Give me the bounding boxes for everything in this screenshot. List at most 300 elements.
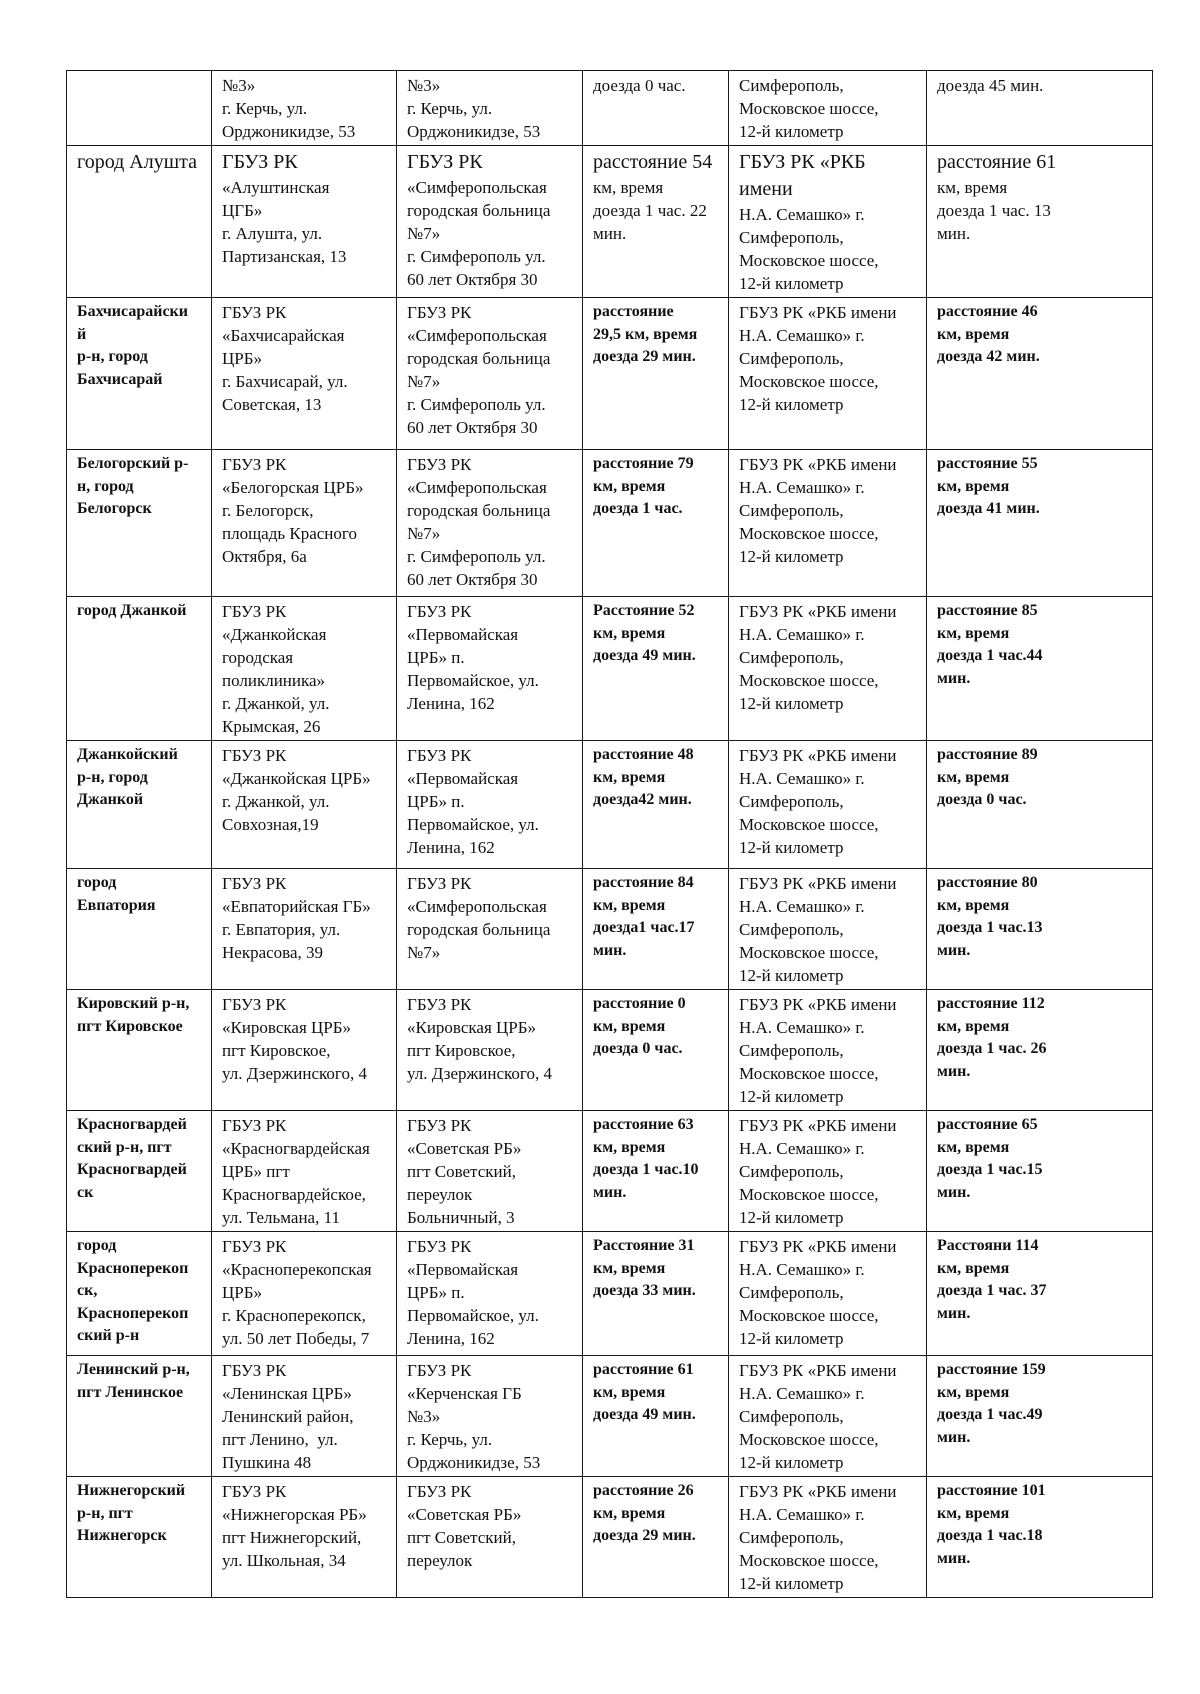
cell-text-line: ул. Дзержинского, 4	[222, 1064, 367, 1083]
cell-text-line: доезда 1 час.18	[937, 1527, 1043, 1544]
cell-text-line: ГБУЗ РК	[222, 746, 287, 765]
cell-text-line: «Нижнегорская РБ»	[222, 1505, 367, 1524]
cell-text-line: Московское шоссе,	[739, 251, 879, 270]
cell-text-line: 12-й километр	[739, 395, 844, 414]
cell-text-line: н, город	[77, 477, 134, 495]
cell-text-line: мин.	[593, 224, 627, 243]
district-cell	[67, 1477, 212, 1598]
distance-to-tertiary-cell	[927, 741, 1153, 869]
cell-text-line: доезда 0 час.	[937, 791, 1027, 808]
cell-text-line: Н.А. Семашко» г.	[739, 205, 865, 224]
cell-text-line: Красноперекоп	[77, 1304, 189, 1322]
cell-text-line: ул. 50 лет Победы, 7	[222, 1329, 370, 1348]
cell-text-line: й	[77, 325, 87, 343]
cell-text-line: переулок	[407, 1551, 473, 1570]
table-row	[67, 1111, 1153, 1232]
tertiary-hospital-cell	[729, 1232, 927, 1356]
cell-text-line: Московское шоссе,	[739, 1551, 879, 1570]
cell-text-line: мин.	[937, 941, 971, 959]
cell-text-line: г. Симферополь ул.	[407, 247, 546, 266]
cell-text-line: №3»	[407, 1407, 441, 1426]
cell-text-line: Н.А. Семашко» г.	[739, 625, 865, 644]
cell-text-line: мин.	[937, 1304, 971, 1322]
cell-text-line: Московское шоссе,	[739, 1430, 879, 1449]
cell-text-line: ГБУЗ РК	[222, 303, 287, 322]
cell-text-line: 12-й километр	[739, 547, 844, 566]
cell-text-line: доезда 1 час.49	[937, 1406, 1043, 1423]
distance-to-secondary-cell	[583, 597, 729, 741]
primary-hospital-cell	[212, 741, 397, 869]
cell-text-line: км, время	[937, 768, 1010, 786]
cell-text-line: «Первомайская	[407, 769, 519, 788]
cell-text-line: Московское шоссе,	[739, 99, 879, 118]
cell-text-line: поликлиника»	[222, 671, 326, 690]
hospital-routing-table	[66, 70, 1153, 1598]
cell-text-line: км, время	[937, 1504, 1010, 1522]
cell-text-line: ГБУЗ РК	[407, 151, 483, 173]
cell-text-line: Пушкина 48	[222, 1453, 312, 1472]
cell-text-line: доезда 33 мин.	[593, 1282, 696, 1299]
cell-text-line: Н.А. Семашко» г.	[739, 1018, 865, 1037]
cell-text-line: доезда 1 час.10	[593, 1161, 699, 1178]
table-row	[67, 869, 1153, 990]
cell-text-line: расстояние 80	[937, 874, 1038, 891]
cell-text-line: расстояние	[593, 303, 674, 320]
cell-text-line: Крымская, 26	[222, 717, 321, 736]
secondary-hospital-cell	[397, 1356, 583, 1477]
cell-text-line: Первомайское, ул.	[407, 671, 539, 690]
cell-text-line: км, время	[937, 1138, 1010, 1156]
cell-text-line: «Симферопольская	[407, 326, 547, 345]
cell-text-line: расстояние 46	[937, 303, 1038, 320]
cell-text-line: мин.	[593, 1183, 627, 1201]
cell-text-line: доезда1 час.17	[593, 919, 695, 936]
cell-text-line: 12-й километр	[739, 1208, 844, 1227]
cell-text-line: ГБУЗ РК	[222, 455, 287, 474]
cell-text-line: пгт Нижнегорский,	[222, 1528, 362, 1547]
primary-hospital-cell	[212, 990, 397, 1111]
cell-text-line: г. Джанкой, ул.	[222, 792, 330, 811]
cell-text-line: Н.А. Семашко» г.	[739, 769, 865, 788]
cell-text-line: №7»	[407, 372, 441, 391]
district-cell	[67, 597, 212, 741]
cell-text-line: г. Симферополь ул.	[407, 395, 546, 414]
cell-text-line: ГБУЗ РК	[407, 746, 472, 765]
cell-text-line: г. Джанкой, ул.	[222, 694, 330, 713]
cell-text-line: расстояние 0	[593, 995, 686, 1012]
cell-text-line: 60 лет Октября 30	[407, 270, 538, 289]
distance-to-secondary-cell	[583, 1111, 729, 1232]
cell-text-line: Кировский р-н,	[77, 995, 190, 1012]
cell-text-line: Нижнегорск	[77, 1527, 167, 1544]
cell-text-line: ГБУЗ РК «РКБ имени	[739, 1361, 897, 1380]
cell-text-line: доезда 49 мин.	[593, 647, 696, 664]
cell-text-line: км, время	[937, 178, 1008, 197]
cell-text-line: ГБУЗ РК	[222, 1237, 287, 1256]
cell-text-line: км, время	[593, 1259, 666, 1277]
cell-text-line: «Советская РБ»	[407, 1505, 522, 1524]
table-row	[67, 1232, 1153, 1356]
cell-text-line: Симферополь,	[739, 1407, 844, 1426]
cell-text-line: «Алуштинская	[222, 178, 330, 197]
cell-text-line: ГБУЗ РК	[222, 874, 287, 893]
cell-text-line: «Кировская ЦРБ»	[222, 1018, 352, 1037]
cell-text-line: ЦРБ» п.	[407, 792, 465, 811]
cell-text-line: ГБУЗ РК	[407, 1361, 472, 1380]
cell-text-line: ГБУЗ РК	[407, 602, 472, 621]
cell-text-line: мин.	[593, 941, 627, 959]
cell-text-line: «Первомайская	[407, 625, 519, 644]
cell-text-line: Красноперекоп	[77, 1259, 189, 1277]
cell-text-line: Московское шоссе,	[739, 815, 879, 834]
cell-text-line: №7»	[407, 224, 441, 243]
cell-text-line: Расстояние 52	[593, 602, 695, 619]
cell-text-line: «Первомайская	[407, 1260, 519, 1279]
table-row	[67, 597, 1153, 741]
cell-text-line: Симферополь,	[739, 1041, 844, 1060]
cell-text-line: Ленинский р-н,	[77, 1361, 190, 1378]
cell-text-line: р-н, пгт	[77, 1504, 133, 1522]
cell-text-line: ГБУЗ РК	[222, 1482, 287, 1501]
cell-text-line: км, время	[593, 1138, 666, 1156]
cell-text-line: мин.	[937, 1062, 971, 1080]
cell-text-line: «Джанкойская ЦРБ»	[222, 769, 371, 788]
distance-to-tertiary-cell	[927, 1356, 1153, 1477]
cell-text-line: ский р-н	[77, 1327, 140, 1344]
cell-text-line: городская больница	[407, 920, 551, 939]
cell-text-line: ск	[77, 1183, 94, 1201]
cell-text-line: г. Бахчисарай, ул.	[222, 372, 348, 391]
cell-text-line: ЦРБ» п.	[407, 1283, 465, 1302]
cell-text-line: расстояние 79	[593, 455, 694, 472]
table-row	[67, 71, 1153, 146]
cell-text-line: доезда 49 мин.	[593, 1406, 696, 1423]
distance-to-tertiary-cell	[927, 597, 1153, 741]
table-row	[67, 1356, 1153, 1477]
tertiary-hospital-cell	[729, 741, 927, 869]
cell-text-line: г. Белогорск,	[222, 501, 314, 520]
cell-text-line: Орджоникидзе, 53	[407, 1453, 541, 1472]
cell-text-line: Партизанская, 13	[222, 247, 347, 266]
cell-text-line: ГБУЗ РК	[407, 303, 472, 322]
cell-text-line: мин.	[937, 1549, 971, 1567]
cell-text-line: пгт Кировское,	[222, 1041, 331, 1060]
tertiary-hospital-cell	[729, 298, 927, 450]
cell-text-line: №7»	[407, 943, 441, 962]
cell-text-line: «Симферопольская	[407, 478, 547, 497]
cell-text-line: расстояние 85	[937, 602, 1038, 619]
cell-text-line: пгт Кировское	[77, 1017, 183, 1035]
tertiary-hospital-cell	[729, 990, 927, 1111]
cell-text-line: мин.	[937, 1183, 971, 1201]
secondary-hospital-cell	[397, 1477, 583, 1598]
cell-text-line: Джанкой	[77, 791, 144, 808]
cell-text-line: расстояние 26	[593, 1482, 694, 1499]
cell-text-line: Ленинский район,	[222, 1407, 354, 1426]
table-row	[67, 146, 1153, 298]
cell-text-line: Больничный, 3	[407, 1208, 515, 1227]
cell-text-line: №7»	[407, 524, 441, 543]
cell-text-line: доезда 45 мин.	[937, 76, 1044, 95]
cell-text-line: «Кировская ЦРБ»	[407, 1018, 537, 1037]
primary-hospital-cell	[212, 146, 397, 298]
cell-text-line: 12-й километр	[739, 966, 844, 985]
cell-text-line: Симферополь,	[739, 1162, 844, 1181]
cell-text-line: город	[77, 874, 117, 891]
cell-text-line: площадь Красного	[222, 524, 357, 543]
cell-text-line: доезда 0 час.	[593, 76, 686, 95]
cell-text-line: Московское шоссе,	[739, 1185, 879, 1204]
cell-text-line: доезда 0 час.	[593, 1040, 683, 1057]
cell-text-line: мин.	[937, 669, 971, 687]
cell-text-line: Октября, 6а	[222, 547, 307, 566]
secondary-hospital-cell	[397, 1111, 583, 1232]
primary-hospital-cell	[212, 869, 397, 990]
cell-text-line: ГБУЗ РК	[407, 1116, 472, 1135]
cell-text-line: ГБУЗ РК «РКБ имени	[739, 995, 897, 1014]
cell-text-line: г. Керчь, ул.	[222, 99, 308, 118]
cell-text-line: Красногвардей	[77, 1161, 187, 1178]
tertiary-hospital-cell	[729, 869, 927, 990]
cell-text-line: 12-й километр	[739, 122, 844, 141]
cell-text-line: городская	[222, 648, 294, 667]
cell-text-line: ГБУЗ РК	[407, 1237, 472, 1256]
cell-text-line: расстояние 55	[937, 455, 1038, 472]
cell-text-line: км, время	[937, 1259, 1010, 1277]
district-cell	[67, 1356, 212, 1477]
distance-to-tertiary-cell	[927, 450, 1153, 597]
secondary-hospital-cell	[397, 298, 583, 450]
document-page	[66, 70, 1152, 1598]
cell-text-line: км, время	[593, 477, 666, 495]
distance-to-tertiary-cell	[927, 1477, 1153, 1598]
primary-hospital-cell	[212, 1111, 397, 1232]
secondary-hospital-cell	[397, 869, 583, 990]
table-row	[67, 450, 1153, 597]
primary-hospital-cell	[212, 1232, 397, 1356]
cell-text-line: «Бахчисарайская	[222, 326, 345, 345]
cell-text-line: Московское шоссе,	[739, 1306, 879, 1325]
cell-text-line: Расстояни 114	[937, 1237, 1039, 1254]
cell-text-line: Ленина, 162	[407, 838, 495, 857]
cell-text-line: г. Алушта, ул.	[222, 224, 323, 243]
cell-text-line: Советская, 13	[222, 395, 322, 414]
cell-text-line: км, время	[593, 624, 666, 642]
cell-text-line: Н.А. Семашко» г.	[739, 1384, 865, 1403]
cell-text-line: 60 лет Октября 30	[407, 418, 538, 437]
table-body	[67, 71, 1153, 1598]
cell-text-line: пгт Советский,	[407, 1528, 516, 1547]
cell-text-line: ГБУЗ РК	[407, 455, 472, 474]
primary-hospital-cell	[212, 597, 397, 741]
cell-text-line: Симферополь,	[739, 76, 844, 95]
cell-text-line: Орджоникидзе, 53	[407, 122, 541, 141]
cell-text-line: км, время	[937, 477, 1010, 495]
cell-text-line: «Советская РБ»	[407, 1139, 522, 1158]
distance-to-secondary-cell	[583, 146, 729, 298]
primary-hospital-cell	[212, 450, 397, 597]
cell-text-line: Н.А. Семашко» г.	[739, 1139, 865, 1158]
primary-hospital-cell	[212, 1477, 397, 1598]
cell-text-line: «Джанкойская	[222, 625, 327, 644]
tertiary-hospital-cell	[729, 1111, 927, 1232]
cell-text-line: «Красноперекопская	[222, 1260, 372, 1279]
secondary-hospital-cell	[397, 71, 583, 146]
cell-text-line: Н.А. Семашко» г.	[739, 897, 865, 916]
cell-text-line: км, время	[593, 896, 666, 914]
cell-text-line: г. Керчь, ул.	[407, 99, 493, 118]
cell-text-line: мин.	[937, 224, 971, 243]
distance-to-tertiary-cell	[927, 1232, 1153, 1356]
cell-text-line: км, время	[593, 768, 666, 786]
tertiary-hospital-cell	[729, 146, 927, 298]
cell-text-line: городская больница	[407, 201, 551, 220]
cell-text-line: Евпатория	[77, 896, 156, 914]
cell-text-line: ул. Тельмана, 11	[222, 1208, 340, 1227]
cell-text-line: Симферополь,	[739, 792, 844, 811]
cell-text-line: ГБУЗ РК «РКБ имени	[739, 874, 897, 893]
cell-text-line: 12-й километр	[739, 838, 844, 857]
table-row	[67, 990, 1153, 1111]
cell-text-line: «Евпаторийская ГБ»	[222, 897, 371, 916]
cell-text-line: доезда 41 мин.	[937, 500, 1040, 517]
cell-text-line: доезда 29 мин.	[593, 1527, 696, 1544]
cell-text-line: город	[77, 1237, 117, 1254]
distance-to-secondary-cell	[583, 1477, 729, 1598]
distance-to-secondary-cell	[583, 1356, 729, 1477]
cell-text-line: переулок	[407, 1185, 473, 1204]
cell-text-line: расстояние 89	[937, 746, 1038, 763]
secondary-hospital-cell	[397, 450, 583, 597]
cell-text-line: Н.А. Семашко» г.	[739, 1505, 865, 1524]
cell-text-line: Белогорский р-	[77, 455, 189, 472]
cell-text-line: расстояние 159	[937, 1361, 1046, 1378]
district-cell	[67, 990, 212, 1111]
primary-hospital-cell	[212, 71, 397, 146]
distance-to-secondary-cell	[583, 741, 729, 869]
cell-text-line: 12-й километр	[739, 1574, 844, 1593]
cell-text-line: городская больница	[407, 349, 551, 368]
cell-text-line: город Джанкой	[77, 602, 187, 619]
cell-text-line: ГБУЗ РК «РКБ имени	[739, 746, 897, 765]
cell-text-line: Бахчисарай	[77, 370, 163, 388]
cell-text-line: ГБУЗ РК «РКБ имени	[739, 1237, 897, 1256]
cell-text-line: ГБУЗ РК	[222, 995, 287, 1014]
cell-text-line: Московское шоссе,	[739, 524, 879, 543]
distance-to-tertiary-cell	[927, 990, 1153, 1111]
cell-text-line: ЦРБ»	[222, 1283, 262, 1302]
cell-text-line: ГБУЗ РК «РКБ имени	[739, 1482, 897, 1501]
cell-text-line: ЦРБ» пгт	[222, 1162, 290, 1181]
cell-text-line: Первомайское, ул.	[407, 1306, 539, 1325]
table-row	[67, 1477, 1153, 1598]
district-cell	[67, 450, 212, 597]
cell-text-line: 12-й километр	[739, 274, 844, 293]
cell-text-line: расстояние 84	[593, 874, 694, 891]
cell-text-line: доезда 1 час.15	[937, 1161, 1043, 1178]
cell-text-line: Симферополь,	[739, 648, 844, 667]
distance-to-secondary-cell	[583, 1232, 729, 1356]
cell-text-line: 29,5 км, время	[593, 325, 698, 343]
secondary-hospital-cell	[397, 146, 583, 298]
cell-text-line: доезда 1 час.44	[937, 647, 1043, 664]
cell-text-line: Расстояние 31	[593, 1237, 695, 1254]
cell-text-line: ГБУЗ РК «РКБ имени	[739, 602, 897, 621]
cell-text-line: расстояние 48	[593, 746, 694, 763]
cell-text-line: р-н, город	[77, 348, 148, 365]
cell-text-line: ГБУЗ РК	[407, 874, 472, 893]
cell-text-line: 12-й километр	[739, 1329, 844, 1348]
cell-text-line: пгт Кировское,	[407, 1041, 516, 1060]
cell-text-line: «Ленинская ЦРБ»	[222, 1384, 352, 1403]
cell-text-line: Первомайское, ул.	[407, 815, 539, 834]
cell-text-line: доезда 29 мин.	[593, 348, 696, 365]
cell-text-line: №3»	[407, 76, 441, 95]
district-cell	[67, 71, 212, 146]
cell-text-line: Симферополь,	[739, 1283, 844, 1302]
cell-text-line: «Симферопольская	[407, 897, 547, 916]
cell-text-line: доезда42 мин.	[593, 791, 692, 808]
cell-text-line: Московское шоссе,	[739, 1064, 879, 1083]
cell-text-line: пгт Советский,	[407, 1162, 516, 1181]
cell-text-line: ЦРБ»	[222, 349, 262, 368]
cell-text-line: ЦГБ»	[222, 201, 263, 220]
cell-text-line: г. Красноперекопск,	[222, 1306, 366, 1325]
cell-text-line: Московское шоссе,	[739, 372, 879, 391]
tertiary-hospital-cell	[729, 71, 927, 146]
cell-text-line: Красногвардей	[77, 1116, 187, 1133]
cell-text-line: доезда 1 час. 26	[937, 1040, 1047, 1057]
cell-text-line: расстояние 54	[593, 151, 713, 173]
cell-text-line: г. Евпатория, ул.	[222, 920, 341, 939]
cell-text-line: город Алушта	[77, 151, 197, 173]
cell-text-line: ГБУЗ РК «РКБ имени	[739, 303, 897, 322]
distance-to-secondary-cell	[583, 869, 729, 990]
table-row	[67, 741, 1153, 869]
cell-text-line: км, время	[937, 325, 1010, 343]
distance-to-secondary-cell	[583, 71, 729, 146]
distance-to-tertiary-cell	[927, 869, 1153, 990]
tertiary-hospital-cell	[729, 597, 927, 741]
cell-text-line: Нижнегорский	[77, 1482, 186, 1499]
cell-text-line: Орджоникидзе, 53	[222, 122, 356, 141]
cell-text-line: доезда 1 час. 13	[937, 201, 1051, 220]
cell-text-line: Джанкойский	[77, 746, 178, 763]
cell-text-line: Бахчисарайски	[77, 303, 188, 320]
secondary-hospital-cell	[397, 1232, 583, 1356]
cell-text-line: км, время	[937, 1017, 1010, 1035]
cell-text-line: Симферополь,	[739, 501, 844, 520]
cell-text-line: ГБУЗ РК	[222, 1361, 287, 1380]
distance-to-secondary-cell	[583, 298, 729, 450]
cell-text-line: Ленина, 162	[407, 694, 495, 713]
cell-text-line: доезда 1 час. 37	[937, 1282, 1047, 1299]
cell-text-line: км, время	[937, 624, 1010, 642]
secondary-hospital-cell	[397, 597, 583, 741]
cell-text-line: Н.А. Семашко» г.	[739, 478, 865, 497]
distance-to-tertiary-cell	[927, 146, 1153, 298]
cell-text-line: расстояние 112	[937, 995, 1045, 1012]
cell-text-line: 12-й километр	[739, 1453, 844, 1472]
cell-text-line: р-н, город	[77, 768, 148, 786]
cell-text-line: ГБУЗ РК	[222, 151, 298, 173]
primary-hospital-cell	[212, 298, 397, 450]
cell-text-line: ГБУЗ РК «РКБ имени	[739, 455, 897, 474]
cell-text-line: расстояние 65	[937, 1116, 1038, 1133]
cell-text-line: ск,	[77, 1282, 98, 1299]
cell-text-line: Белогорск	[77, 500, 152, 517]
district-cell	[67, 1111, 212, 1232]
